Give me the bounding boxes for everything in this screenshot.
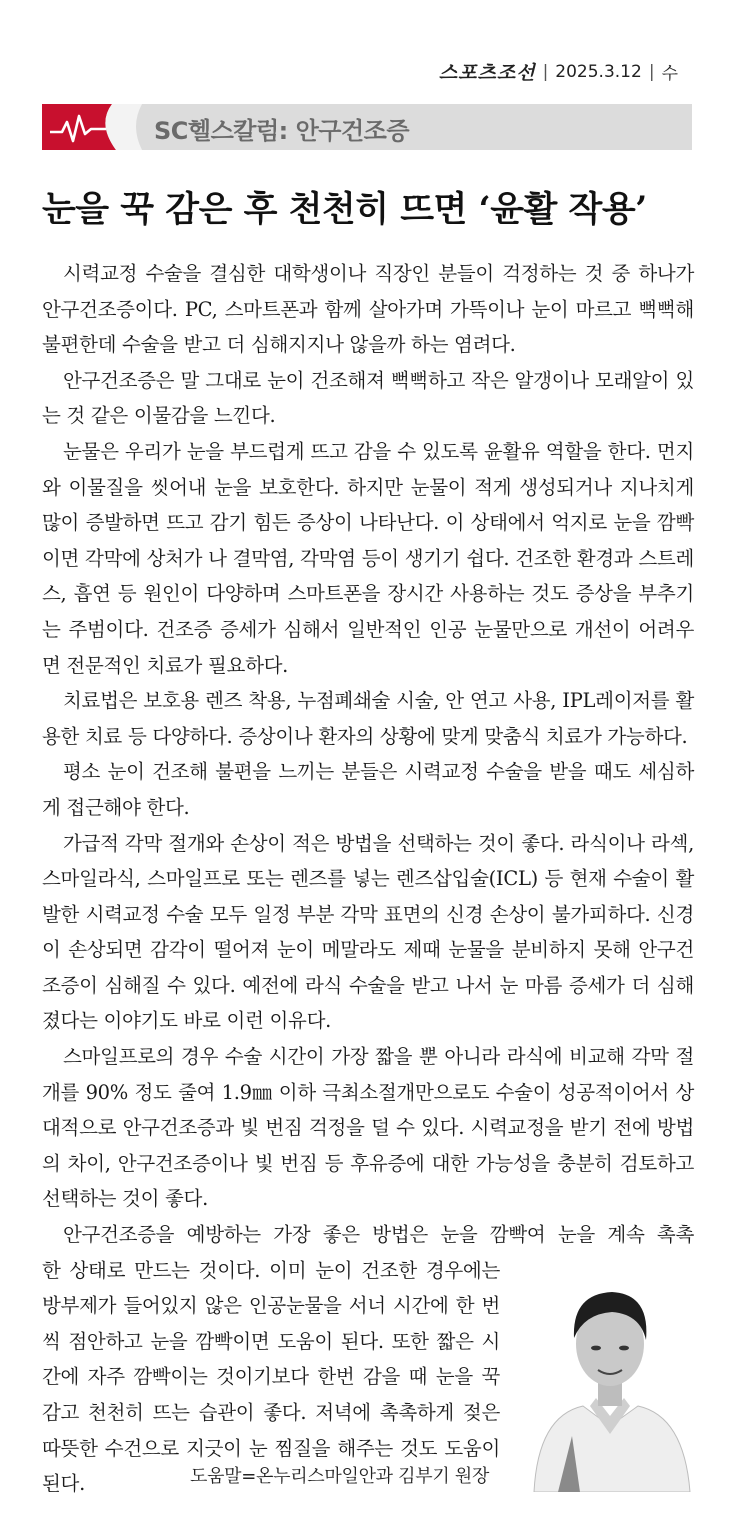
paragraph: 시력교정 수술을 결심한 대학생이나 직장인 분들이 걱정하는 것 중 하나가 안구건조증이다. PC, 스마트폰과 함께 살아가며 가뜩이나 눈이 마르고 뻑뻑해 불편한데 수술을 받고 더 심해지지나 않을까 하는 염려다. <box>42 262 694 357</box>
issue-date: 2025.3.12 <box>555 61 642 82</box>
issue-weekday: 수 <box>661 64 678 84</box>
paragraph: 안구건조증을 예방하는 가장 좋은 방법은 눈을 깜빡여 눈을 계속 촉촉 <box>63 1223 694 1247</box>
column-label: SC헬스칼럼: 안구건조증 <box>154 117 410 145</box>
byline: 도움말=온누리스마일안과 김부기 원장 <box>190 1466 490 1487</box>
heartbeat-icon <box>42 104 142 150</box>
masthead <box>439 58 678 85</box>
paragraph: 치료법은 보호용 렌즈 착용, 누점폐쇄술 시술, 안 연고 사용, IPL레이저를 활용한 치료 등 다양하다. 증상이나 환자의 상황에 맞게 맞춤식 치료가 가능하다. <box>42 689 694 748</box>
divider: | <box>542 61 549 82</box>
doctor-portrait-photo <box>528 1266 692 1492</box>
column-header-bar <box>42 104 692 150</box>
paragraph-continued: 한 상태로 만드는 것이다. 이미 눈이 건조한 경우에는 방부제가 들어있지 않은 인공눈물을 서너 시간에 한 번씩 점안하고 눈을 깜빡이면 도움이 된다. 또한 짧은 시간에 자주 깜빡이는 것이기보다 한번 감을 때 눈을 꾹 감고 천천히 뜨는 습관이 좋다. 저녁에 촉촉하게 젖은 따뜻한 수건으로 지긋이 눈 찜질을 해주는 것도 도움이 된다. <box>42 1258 500 1496</box>
newspaper-brand: 스포츠조선 <box>438 62 536 84</box>
headline: 눈을 꾹 감은 후 천천히 뜨면 ‘윤활 작용’ <box>42 189 647 230</box>
paragraph: 눈물은 우리가 눈을 부드럽게 뜨고 감을 수 있도록 윤활유 역할을 한다. 먼지와 이물질을 씻어내 눈을 보호한다. 하지만 눈물이 적게 생성되거나 지나치게 많이 증발하면 뜨고 감기 힘든 증상이 나타난다. 이 상태에서 억지로 눈을 깜빡이면 각막에 상처가 나 결막염, 각막염 등이 생기기 쉽다. 건조한 환경과 스트레스, 흡연 등 원인이 다양하며 스마트폰을 장시간 사용하는 것도 증상을 부추기는 주범이다. 건조증 증세가 심해서 일반적인 인공 눈물만으로 개선이 어려우면 전문적인 치료가 필요하다. <box>42 439 694 677</box>
paragraph: 안구건조증은 말 그대로 눈이 건조해져 뻑뻑하고 작은 알갱이나 모래알이 있는 것 같은 이물감을 느낀다. <box>42 368 694 428</box>
divider: | <box>648 61 655 82</box>
paragraph: 스마일프로의 경우 수술 시간이 가장 짧을 뿐 아니라 라식에 비교해 각막 절개를 90% 정도 줄여 1.9㎜ 이하 극최소절개만으로도 수술이 성공적이어서 상대적으로 안구건조증과 빛 번짐 걱정을 덜 수 있다. 시력교정을 받기 전에 방법의 차이, 안구건조증이나 빛 번짐 등 후유증에 대한 가능성을 충분히 검토하고 선택하는 것이 좋다. <box>42 1045 694 1211</box>
paragraph: 가급적 각막 절개와 손상이 적은 방법을 선택하는 것이 좋다. 라식이나 라섹, 스마일라식, 스마일프로 또는 렌즈를 넣는 렌즈삽입술(ICL) 등 현재 수술이 활발한 시력교정 수술 모두 일정 부분 각막 표면의 신경 손상이 불가피하다. 신경이 손상되면 감각이 떨어져 눈이 메말라도 제때 눈물을 분비하지 못해 안구건조증이 심해질 수 있다. 예전에 라식 수술을 받고 나서 눈 마름 증세가 더 심해졌다는 이야기도 바로 이런 이유다. <box>42 831 694 1033</box>
paragraph: 평소 눈이 건조해 불편을 느끼는 분들은 시력교정 수술을 받을 때도 세심하게 접근해야 한다. <box>42 760 694 819</box>
